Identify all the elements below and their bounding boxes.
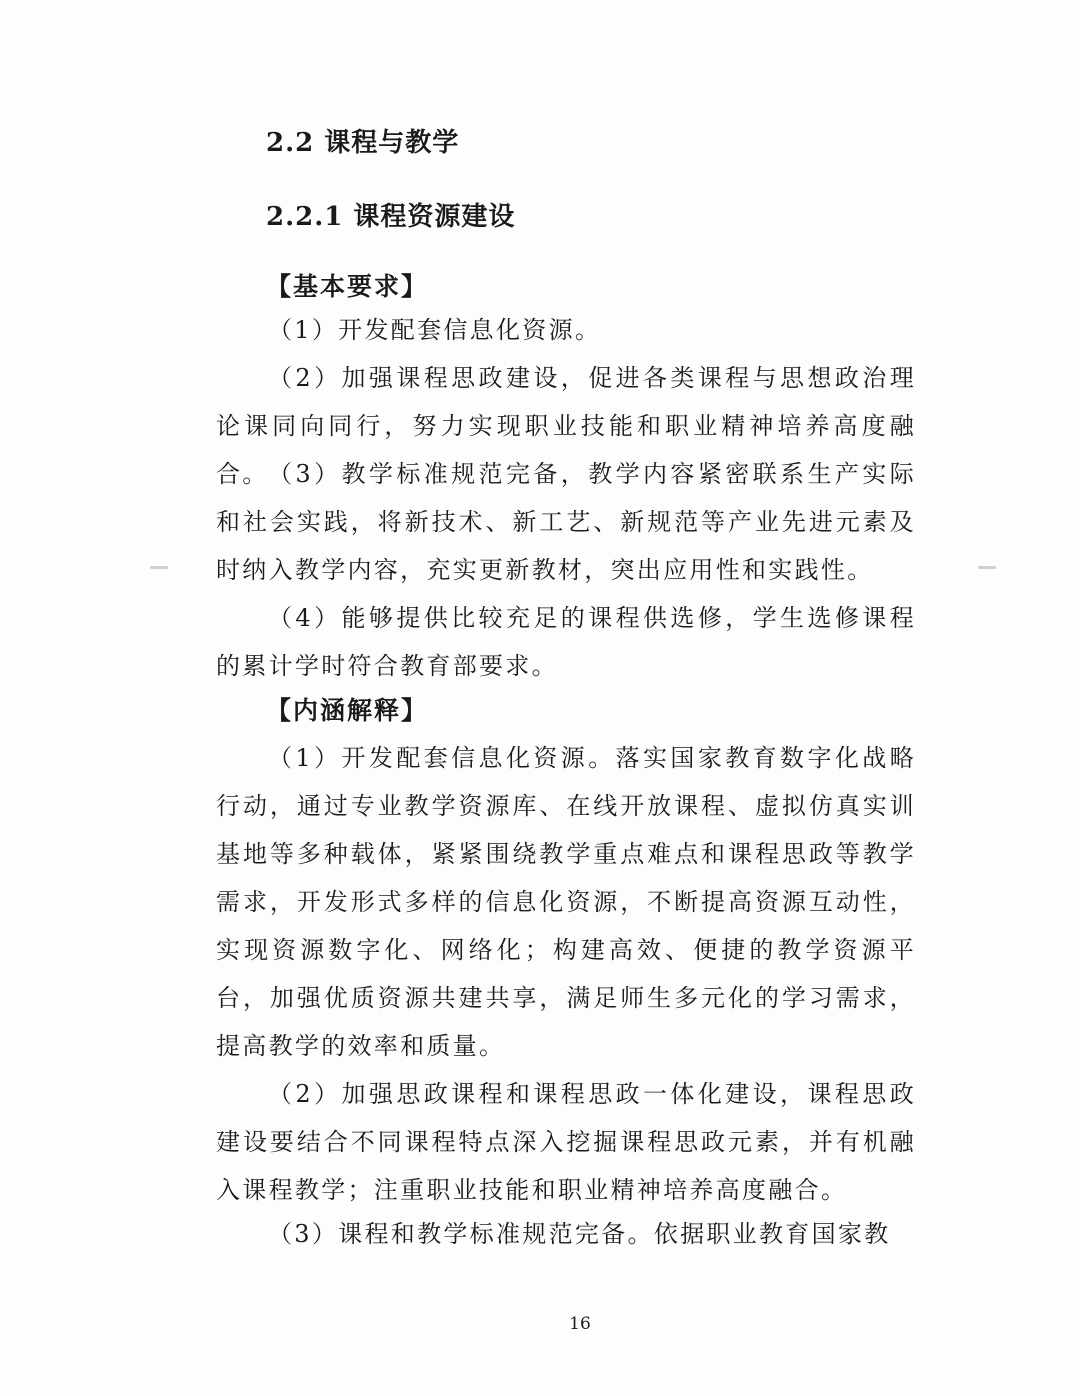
requirement-item: （4）能够提供比较充足的课程供选修，学生选修课程的累计学时符合教育部要求。 — [216, 604, 916, 680]
connotation-item: （2）加强思政课程和课程思政一体化建设，课程思政建设要结合不同课程特点深入挖掘课程思政元素，并有机融入课程教学；注重职业技能和职业精神培养高度融合。 — [216, 1080, 916, 1204]
basic-requirements-label: 【基本要求】 — [266, 272, 429, 301]
scan-mark — [150, 566, 168, 569]
requirement-item: （3）教学标准规范完备，教学内容紧密联系生产实际和社会实践，将新技术、新工艺、新规范等产业先进元素及时纳入教学内容，充实更新教材，突出应用性和实践性。 — [216, 460, 916, 584]
connotation-item: （1）开发配套信息化资源。落实国家教育数字化战略行动，通过专业教学资源库、在线开放课程、虚拟仿真实训基地等多种载体，紧紧围绕教学重点难点和课程思政等教学需求，开发形式多样的信息化资源，不断提高资源互动性，实现资源数字化、网络化；构建高效、便捷的教学资源平台，加强优质资源共建共享，满足师生多元化的学习需求，提高教学的效率和质量。 — [216, 744, 916, 1060]
requirement-item: （1）开发配套信息化资源。 — [268, 316, 602, 344]
scan-mark — [978, 566, 996, 569]
requirement-item: （2）加强课程思政建设，促进各类课程与思想政治理论课同向同行，努力实现职业技能和职业精神培养高度融合。 — [216, 364, 916, 488]
page-number: 16 — [569, 1314, 591, 1334]
connotation-label: 【内涵解释】 — [266, 696, 429, 725]
subsection-heading: 2.2.1 课程资源建设 — [266, 202, 516, 232]
connotation-item: （3）课程和教学标准规范完备。依据职业教育国家教 — [268, 1220, 891, 1248]
section-heading: 2.2 课程与教学 — [266, 128, 460, 158]
